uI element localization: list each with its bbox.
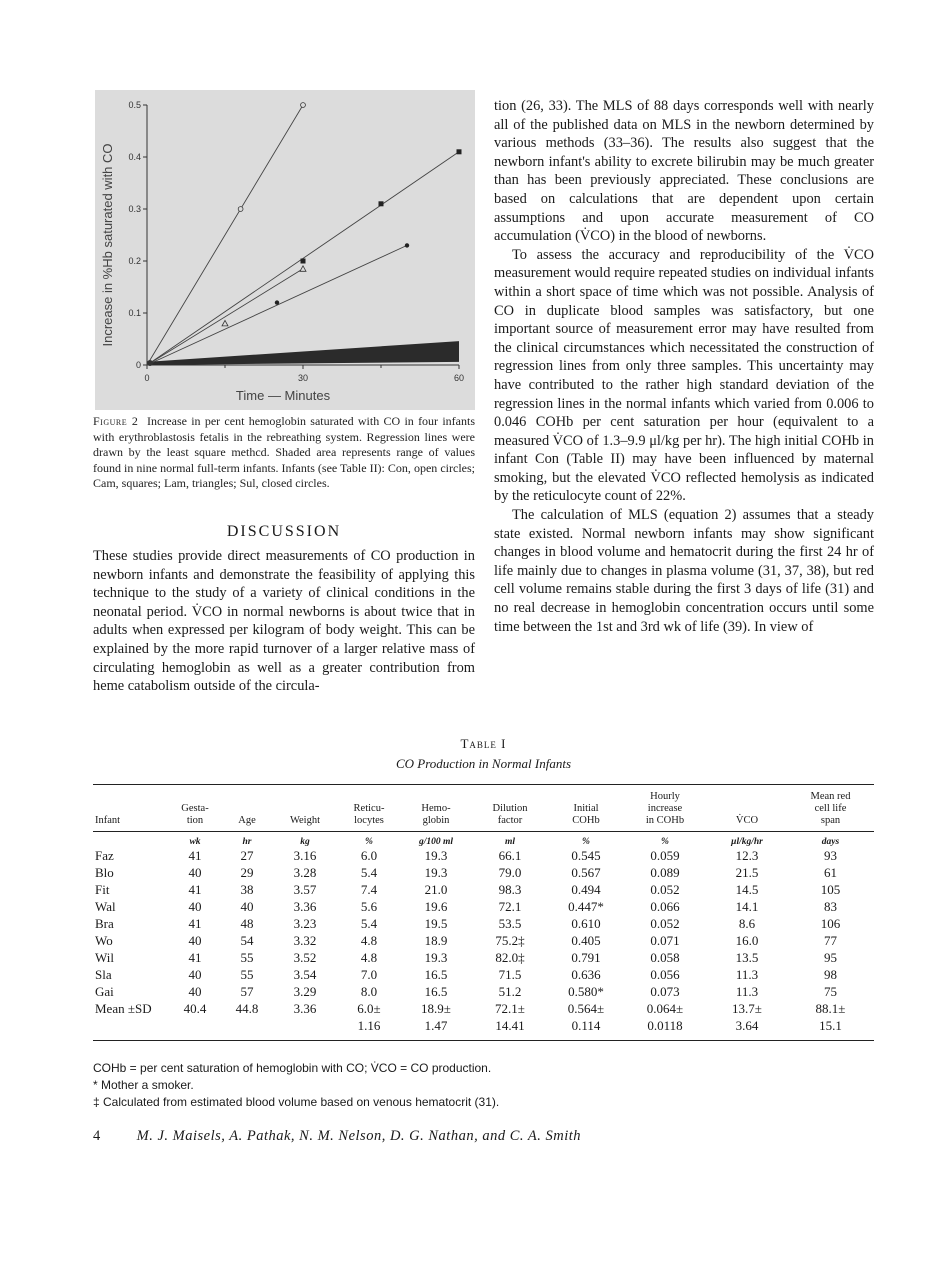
table-cell: 105 [820, 882, 841, 897]
table-row [93, 1017, 874, 1041]
table-cell: 48 [240, 916, 254, 931]
table-header-cell: Hourly increase in COHb [623, 785, 707, 832]
right-paragraph-1: tion (26, 33). The MLS of 88 days corresponds well with nearly all of the published data on MLS in the newborn determined by various methods (33–36). The results also suggest that the newborn infant's ability to excrete bilirubin may be much greater than has been previously appreciated. These conclusions are based on calculations that are dependent upon certain assumptions and upon accurate measurement of CO accumulation (V̇CO) in the blood of newborns. [494, 98, 874, 245]
table-unit-cell: μl/kg/hr [731, 837, 763, 847]
table-cell: 40 [188, 984, 202, 999]
table-cell: 0.447* [568, 899, 604, 914]
closed-circle-point [405, 243, 409, 247]
table-cell: 0.073 [650, 984, 680, 999]
footnote-smoker: * Mother a smoker. [93, 1078, 194, 1092]
square-point [457, 149, 462, 154]
table-cell: 13.5 [735, 950, 759, 965]
table-cell: 19.6 [424, 899, 448, 914]
table-header-cell: Weight [273, 785, 337, 832]
discussion-heading: DISCUSSION [226, 523, 342, 540]
table-cell: 14.5 [735, 882, 759, 897]
y-tick-label: 0.3 [128, 204, 141, 214]
table-header-row [93, 785, 874, 832]
table-cell: 98 [824, 967, 837, 982]
table-cell: 16.5 [424, 984, 448, 999]
table-cell: 0.052 [650, 916, 680, 931]
table-header-cell: Reticu- locytes [337, 785, 401, 832]
footnote-blood-volume: ‡ Calculated from estimated blood volume based on venous hematocrit (31). [93, 1095, 500, 1109]
table-cell: 71.5 [498, 967, 522, 982]
table-cell: Gai [95, 984, 114, 999]
table-cell: 0.071 [650, 933, 680, 948]
table-cell: 41 [188, 916, 202, 931]
table-cell: 83 [824, 899, 837, 914]
table-header-cell: Infant [93, 785, 169, 832]
table-cell [169, 1017, 221, 1041]
square-point [301, 259, 306, 264]
table-row [93, 881, 874, 898]
table-cell [221, 1017, 273, 1041]
table-cell: 79.0 [498, 865, 522, 880]
y-tick-label: 0.4 [128, 152, 141, 162]
right-paragraph-2: To assess the accuracy and reproducibility of the V̇CO measurement would require repeated studies on individual infants within a short space of time which was not possible. Analysis of CO in duplicate blood samples was satisfactory, but one important source of measurement error may have resulted from the clinical circumstances which necessitated the construction of regression lines from only three samples. This uncertainty may have contributed to the rather high standard deviation of the regression lines in the normal infants which varied from 0.006 to 0.046 COHb per cent saturation per hour (equivalent to a measured V̇CO of 1.3–9.9 μl/kg per hr). The high initial COHb in infant Con (Table II) may have been influenced by maternal smoking, but the elevated V̇CO reflected hemolysis as indicated by the reticulocyte count of 22%. [494, 246, 874, 505]
table-cell: 3.32 [293, 933, 317, 948]
table-cell: 0.114 [549, 1017, 623, 1041]
table-cell: 0.610 [571, 916, 601, 931]
table-unit-cell: % [582, 837, 590, 847]
table-cell: 19.3 [424, 950, 448, 965]
table-unit-cell: hr [242, 837, 252, 847]
table-row [93, 864, 874, 881]
table-cell: 40 [188, 899, 202, 914]
table-unit-cell [93, 832, 169, 848]
table-unit-cell: wk [189, 837, 201, 847]
table-header-cell: Gesta- tion [169, 785, 221, 832]
table-cell: 106 [820, 916, 841, 931]
table-unit-cell: kg [300, 837, 310, 847]
table-cell: 29 [240, 865, 254, 880]
table-cell: 1.16 [337, 1017, 401, 1041]
y-tick-label: 0 [135, 360, 141, 370]
table-cell: 0.567 [571, 865, 601, 880]
table-cell: 54 [240, 933, 254, 948]
table-cell: 6.0± [357, 1001, 381, 1016]
table-cell: 0.0118 [623, 1017, 707, 1041]
table-cell: 0.059 [650, 848, 680, 863]
table-cell: 40 [188, 933, 202, 948]
triangle-point [300, 266, 306, 272]
table-row [93, 966, 874, 983]
table-cell: 77 [824, 933, 837, 948]
table-cell: 0.580* [568, 984, 604, 999]
figure-2-chart [95, 90, 475, 410]
table-cell: Blo [95, 865, 114, 880]
table-cell: 75.2‡ [495, 933, 525, 948]
square-point [379, 201, 384, 206]
table-cell: 27 [240, 848, 254, 863]
x-tick-label: 30 [297, 373, 309, 383]
table-cell: 53.5 [498, 916, 522, 931]
table-cell: 6.0 [360, 848, 378, 863]
table-cell: 55 [240, 950, 254, 965]
table-cell: 4.8 [360, 950, 378, 965]
table-cell: 0.058 [650, 950, 680, 965]
table-unit-cell: days [821, 837, 840, 847]
table-cell: 14.1 [735, 899, 759, 914]
table-cell: 66.1 [498, 848, 522, 863]
right-column-text [494, 97, 874, 636]
table-cell [273, 1017, 337, 1041]
table-cell: 3.16 [293, 848, 317, 863]
table-cell: Wo [95, 933, 113, 948]
y-tick-label: 0.2 [128, 256, 141, 266]
table-cell: 3.52 [293, 950, 317, 965]
table-cell: 21.0 [424, 882, 448, 897]
table-cell: 88.1± [815, 1001, 846, 1016]
table-cell: 0.636 [571, 967, 601, 982]
table-cell: 3.23 [293, 916, 317, 931]
figure-caption [93, 414, 475, 492]
table-cell: Fit [95, 882, 110, 897]
table-title: Table I [460, 736, 507, 751]
table-cell: 19.3 [424, 848, 448, 863]
table-cell: Mean ±SD [95, 1001, 152, 1016]
table-cell: 40 [188, 967, 202, 982]
left-column-text [93, 547, 475, 696]
x-tick-label: 0 [144, 373, 150, 383]
table-cell: Bra [95, 916, 114, 931]
x-tick-label: 60 [453, 373, 465, 383]
page-number: 4 [93, 1128, 101, 1144]
table-cell: 18.9 [424, 933, 448, 948]
table-cell: 82.0‡ [495, 950, 525, 965]
table-cell: 41 [188, 882, 202, 897]
table-body [93, 847, 874, 1041]
table-cell: 0.405 [571, 933, 601, 948]
table-cell: 15.1 [787, 1017, 874, 1041]
table-cell: Sla [95, 967, 112, 982]
origin-points [147, 360, 153, 366]
y-tick-label: 0.1 [128, 308, 141, 318]
table-cell: 16.0 [735, 933, 759, 948]
table-cell: 3.28 [293, 865, 317, 880]
table-cell: 3.29 [293, 984, 317, 999]
table-cell: 3.54 [293, 967, 317, 982]
table-cell: 3.36 [293, 899, 317, 914]
table-footnotes [93, 1060, 874, 1111]
table-cell: 41 [188, 950, 202, 965]
triangle-point [222, 320, 228, 326]
table-cell: 3.57 [293, 882, 317, 897]
caption-label: Figure 2 [93, 414, 139, 428]
table-cell: 21.5 [735, 865, 759, 880]
table-cell: 1.47 [401, 1017, 471, 1041]
table-cell: 0.066 [650, 899, 680, 914]
normal-range-band [147, 341, 459, 365]
table-cell: Faz [95, 848, 114, 863]
author-list: M. J. Maisels, A. Pathak, N. M. Nelson, D. G. Nathan, and C. A. Smith [136, 1128, 582, 1144]
table-cell: Wal [95, 899, 116, 914]
table-cell: 3.36 [293, 1001, 317, 1016]
table-cell: 55 [240, 967, 254, 982]
regression-line [147, 152, 459, 365]
discussion-paragraph: These studies provide direct measurements of CO production in newborn infants and demonstrate the feasibility of applying this technique to the study of a variety of clinical conditions in the neonatal period. V̇CO in normal newborns is about twice that in adults when expressed per kilogram of body weight. This can be explained by the more rapid turnover of a larger relative mass of circulating hemoglobin as well as a greater contribution from heme catabolism outside of the circula- [93, 548, 475, 695]
table-row [93, 915, 874, 932]
table-cell: 0.056 [650, 967, 680, 982]
table-cell [93, 1017, 169, 1041]
table-cell: 3.64 [707, 1017, 787, 1041]
table-cell: 0.089 [650, 865, 680, 880]
table-cell: 0.545 [571, 848, 601, 863]
table-header-cell: Initial COHb [549, 785, 623, 832]
table-cell: 5.6 [360, 899, 378, 914]
table-cell: 5.4 [360, 865, 378, 880]
table-header-cell: Dilution factor [471, 785, 549, 832]
table-cell: 38 [240, 882, 254, 897]
table-cell: 40 [240, 899, 254, 914]
table-header-cell: V̇CO [707, 785, 787, 832]
table-unit-cell: ml [504, 837, 516, 847]
table-cell: 8.0 [360, 984, 378, 999]
x-axis-label: Time — Minutes [235, 388, 331, 403]
table-cell: 41 [188, 848, 202, 863]
table-cell: 8.6 [738, 916, 756, 931]
chart-svg [95, 90, 475, 410]
table-cell: 0.791 [571, 950, 601, 965]
table-cell: 19.3 [424, 865, 448, 880]
y-axis-label: Increase in %Hb saturated with CO [100, 143, 115, 347]
table-unit-cell: % [365, 837, 373, 847]
table-cell: 51.2 [498, 984, 522, 999]
table-cell: 44.8 [235, 1001, 259, 1016]
table-row [93, 949, 874, 966]
table-unit-cell: % [661, 837, 669, 847]
right-paragraph-3: The calculation of MLS (equation 2) assumes that a steady state existed. Normal newborn infants may show significant changes in blood volume and hematocrit during the first 24 hr of life mainly due to changes in plasma volume (31, 37, 38), but red cell volume remains stable during the first 3 days of life (31) and no real decrease in hemoglobin concentration occurs until some time between the 1st and 3rd wk of life (39). In view of [494, 507, 874, 635]
table-header-cell: Mean red cell life span [787, 785, 874, 832]
table-units-row [93, 832, 874, 848]
table-cell: 14.41 [471, 1017, 549, 1041]
table-cell: 18.9± [421, 1001, 451, 1016]
table-row [93, 983, 874, 1000]
table-cell: 72.1± [495, 1001, 525, 1016]
table-cell: 57 [240, 984, 254, 999]
caption-text: Increase in per cent hemoglobin saturated with CO in four infants with erythroblastosis fetalis in the rebreathing system. Regression lines were drawn by the least square methcd. Shaded area represents range of values found in nine normal full-term infants. Infants (see Table II): Con, open circles; Cam, squares; Lam, triangles; Sul, closed circles. [93, 414, 475, 491]
table-cell: 0.494 [571, 882, 601, 897]
table-cell: 19.5 [424, 916, 448, 931]
table-cell: 40.4 [183, 1001, 207, 1016]
table-cell: 11.3 [735, 967, 759, 982]
table-cell: 7.0 [360, 967, 378, 982]
regression-line [147, 269, 303, 365]
table-header-cell: Age [221, 785, 273, 832]
footnote-cohb: COHb = per cent saturation of hemoglobin with CO; V̇CO = CO production. [93, 1061, 492, 1075]
table-cell: 5.4 [360, 916, 378, 931]
table-cell: Wil [95, 950, 114, 965]
page-footer [93, 1128, 874, 1145]
table-cell: 40 [188, 865, 202, 880]
table-cell: 16.5 [424, 967, 448, 982]
table-cell: 13.7± [732, 1001, 762, 1016]
table-row [93, 932, 874, 949]
open-circle-point [301, 103, 306, 108]
table-row [93, 847, 874, 864]
regression-line [147, 245, 407, 365]
table-cell: 0.564± [567, 1001, 605, 1016]
table-row [93, 898, 874, 915]
table-subtitle: CO Production in Normal Infants [395, 756, 572, 771]
table-cell: 98.3 [498, 882, 522, 897]
table-cell: 75 [824, 984, 837, 999]
y-tick-label: 0.5 [128, 100, 141, 110]
table-cell: 0.064± [646, 1001, 684, 1016]
table-cell: 93 [824, 848, 837, 863]
table-cell: 72.1 [498, 899, 522, 914]
closed-circle-point [275, 300, 279, 304]
table-cell: 61 [824, 865, 837, 880]
table-header-cell: Hemo- globin [401, 785, 471, 832]
table-unit-cell: g/100 ml [418, 837, 454, 847]
table-cell: 7.4 [360, 882, 378, 897]
table-cell: 0.052 [650, 882, 680, 897]
table-row [93, 1000, 874, 1017]
table-cell: 95 [824, 950, 837, 965]
table-cell: 11.3 [735, 984, 759, 999]
data-table [93, 784, 874, 1041]
table-cell: 12.3 [735, 848, 759, 863]
table-cell: 4.8 [360, 933, 378, 948]
open-circle-point [238, 207, 243, 212]
